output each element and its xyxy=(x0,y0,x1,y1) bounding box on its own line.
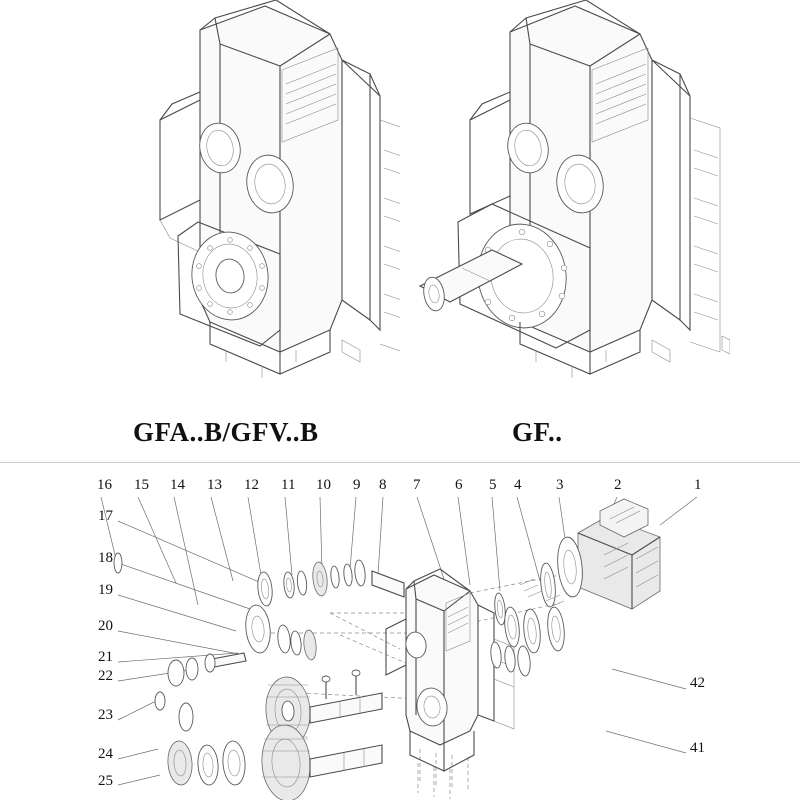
part-number-10: 10 xyxy=(316,477,331,493)
part-number-14: 14 xyxy=(170,477,185,493)
caption-left-model: GFA..B/GFV..B xyxy=(133,417,319,447)
part-number-23: 23 xyxy=(98,707,113,723)
exploded-parts-view xyxy=(0,463,800,800)
gearbox-gfa-b-gfv-b-isometric xyxy=(80,0,400,400)
part-number-11: 11 xyxy=(281,477,296,493)
part-number-13: 13 xyxy=(207,477,222,493)
part-number-19: 19 xyxy=(98,582,113,598)
part-number-21: 21 xyxy=(98,649,113,665)
part-number-7: 7 xyxy=(413,477,421,493)
part-number-8: 8 xyxy=(379,477,387,493)
part-number-5: 5 xyxy=(489,477,497,493)
part-number-9: 9 xyxy=(353,477,361,493)
part-number-25: 25 xyxy=(98,773,113,789)
part-number-15: 15 xyxy=(134,477,149,493)
part-number-17: 17 xyxy=(98,508,113,524)
gearbox-gf-isometric-with-shaft xyxy=(400,0,730,400)
caption-right-model: GF.. xyxy=(512,417,563,447)
part-number-41: 41 xyxy=(690,740,705,756)
part-number-4: 4 xyxy=(514,477,522,493)
part-number-16: 16 xyxy=(97,477,112,493)
part-number-22: 22 xyxy=(98,668,113,684)
part-number-2: 2 xyxy=(614,477,622,493)
part-number-42: 42 xyxy=(690,675,705,691)
part-number-6: 6 xyxy=(455,477,463,493)
part-number-12: 12 xyxy=(244,477,259,493)
part-number-1: 1 xyxy=(694,477,702,493)
part-number-3: 3 xyxy=(556,477,564,493)
part-number-24: 24 xyxy=(98,746,113,762)
part-number-20: 20 xyxy=(98,618,113,634)
part-number-18: 18 xyxy=(98,550,113,566)
